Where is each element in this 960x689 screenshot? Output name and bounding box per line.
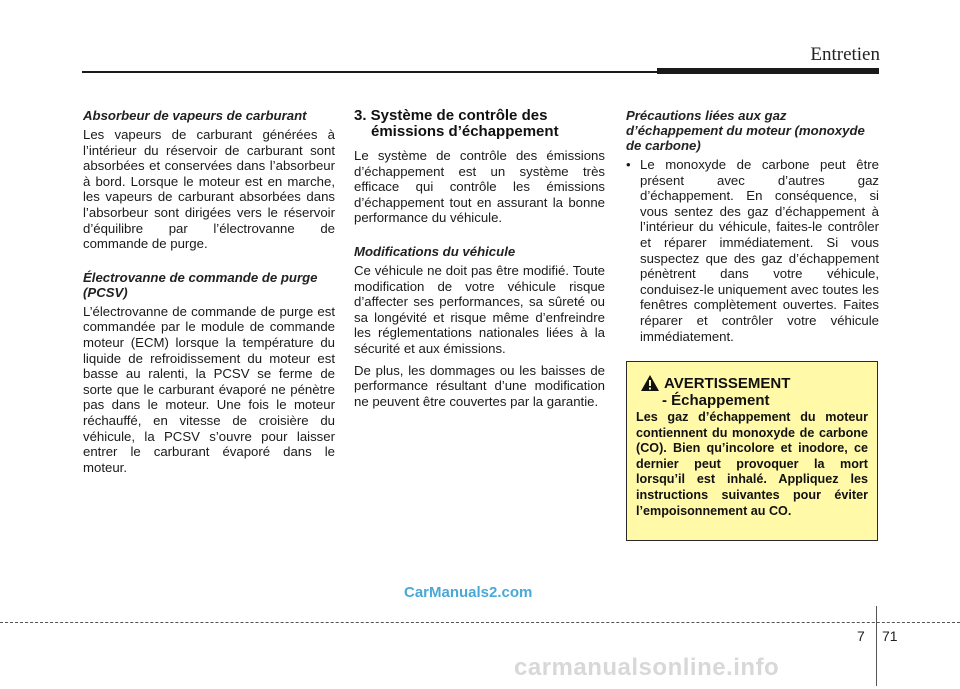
header-rule-thin — [82, 71, 657, 73]
column-middle — [354, 108, 605, 427]
subhead-fuel-vapor-absorber: Absorbeur de vapeurs de carburant — [83, 108, 307, 123]
chapter-number: 7 — [857, 628, 865, 644]
subhead-vehicle-modifications: Modifications du véhicule — [354, 243, 516, 259]
warning-title: AVERTISSEMENT — [664, 374, 791, 392]
column-right — [626, 108, 879, 344]
column-left — [83, 108, 335, 493]
header-rule-thick — [657, 68, 879, 74]
paragraph-pcsv: L’électrovanne de commande de purge est commandée par le module de commande moteur (ECM) lorsque la température du liquide de refroidissement du moteur est basse au ralenti, la PCSV se ferme de sorte que le carburant évaporé ne pénètre pas dans le moteur. Une fois le moteur réchauffé, en vitesse de croisière du véhicule, la PCSV s’ouvre pour laisser entrer le carburant évaporé dans le moteur. — [83, 303, 335, 475]
warning-header — [640, 374, 790, 392]
watermark-carmanualsonline: carmanualsonline.info — [514, 654, 780, 681]
subhead-exhaust-precautions: Précautions liées aux gaz d’échappement du moteur (monoxyde de carbone) — [626, 108, 865, 153]
section-title-emission-control: 3. Système de contrôle des émissions d’échappement — [354, 107, 559, 140]
paragraph-modifications-2: De plus, les dommages ou les baisses de performance résultant d’une modification ne peuvent être couvertes par la garantie. — [354, 362, 605, 409]
warning-subtitle: - Échappement — [662, 392, 770, 409]
footer-dashed-rule — [0, 622, 960, 623]
paragraph-fuel-vapor: Les vapeurs de carburant générées à l’intérieur du réservoir de carburant sont absorbées et conservées dans l’absorbeur à bord. Lorsque le moteur est en marche, les vapeurs de carburant absorbées dans l’absorbeur sont dirigées vers le réservoir d’équilibre par l’électrovanne de commande de purge. — [83, 127, 335, 252]
warning-box — [626, 361, 878, 541]
bullet-text-carbon-monoxide: Le monoxyde de carbone peut être présent avec d’autres gaz d’échappement. En conséquence, si vous sentez des gaz d’échappement à l’intérieur du véhicule, faites-le contrôler et réparer immédiatement. Si vous suspectez que des gaz d’échappement pénètrent dans votre véhicule, conduisez-le uniquement avec toutes les fenêtres complètement ouvertes. Faites réparer et contrôler votre véhicule immédiatement. — [640, 157, 879, 344]
watermark-carmanuals2: CarManuals2.com — [404, 584, 533, 601]
warning-triangle-icon — [640, 374, 660, 392]
bullet-icon: • — [626, 157, 631, 172]
paragraph-modifications-1: Ce véhicule ne doit pas être modifié. Toute modification de votre véhicule risque d’affecter ses performances, sa sûreté ou sa longévité et risque même d’enfreindre les réglementations nationales liées à la sécurité et aux émissions. — [354, 262, 605, 356]
paragraph-emission-intro: Le système de contrôle des émissions d’échappement est un système très efficace qui contrôle les émissions d’échappement tout en assurant la bonne performance du véhicule. — [354, 148, 605, 226]
list-item — [626, 157, 879, 344]
page-number: 71 — [882, 628, 898, 644]
page-number-divider — [876, 606, 877, 686]
subhead-pcsv: Électrovanne de commande de purge (PCSV) — [83, 269, 318, 300]
warning-body: Les gaz d’échappement du moteur contiennent du monoxyde de carbone (CO). Bien qu’incolore et inodore, ce dernier peut provoquer la mort lorsqu’il est inhalé. Appliquez les instructions suivantes pour éviter l’empoisonnement au CO. — [636, 410, 868, 518]
page-header-title: Entretien — [810, 44, 880, 65]
